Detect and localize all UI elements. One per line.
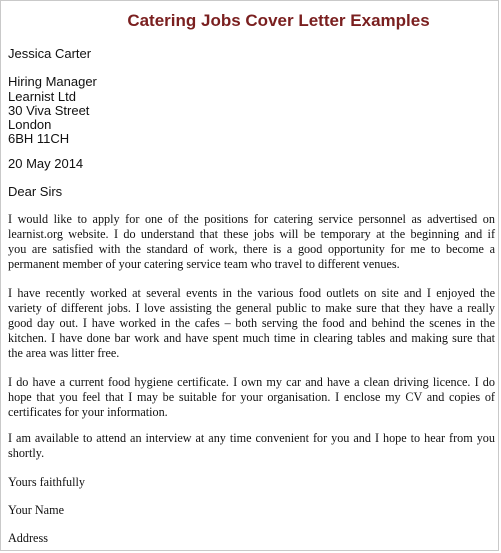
paragraph-line: good day out. I have worked in the cafes – both serving the food and behind the scenes in the <box>8 316 495 330</box>
paragraph-3 <box>8 375 495 420</box>
paragraph-line: I am available to attend an interview at any time convenient for you and I hope to hear from you <box>8 431 495 445</box>
salutation: Dear Sirs <box>8 184 63 199</box>
recipient-line-2: Learnist Ltd <box>8 89 76 104</box>
paragraph-line: shortly. <box>8 446 45 460</box>
recipient-line-5: 6BH 11CH <box>8 131 70 146</box>
paragraph-line: I would like to apply for one of the positions for catering service personnel as advertised on <box>8 212 495 226</box>
paragraph-4 <box>8 431 495 461</box>
signature-name: Your Name <box>8 503 64 517</box>
paragraph-line: you are satisfied with the standard of work, there is a good opportunity for me to become a <box>8 242 495 256</box>
paragraph-line: the area was litter free. <box>8 346 120 360</box>
letter-date: 20 May 2014 <box>8 156 84 171</box>
paragraph-line: I do have a current food hygiene certificate. I own my car and have a clean driving licence. I do <box>8 375 495 389</box>
page-title: Catering Jobs Cover Letter Examples <box>127 11 430 30</box>
paragraph-line: variety of different jobs. I love assisting the general public to make sure that they have a really <box>8 301 495 315</box>
sender-name: Jessica Carter <box>8 46 92 61</box>
recipient-line-4: London <box>8 117 52 132</box>
paragraph-1 <box>8 212 495 272</box>
recipient-line-3: 30 Viva Street <box>8 103 90 118</box>
paragraph-line: kitchen. I have done bar work and have spent much time in clearing tables and making sure that <box>8 331 495 345</box>
paragraph-line: hope that you feel that I may be suitable for your organisation. I enclose my CV and copies of <box>8 390 495 404</box>
paragraph-line: permanent member of your catering service team who travel to different venues. <box>8 257 400 271</box>
paragraph-line: I have recently worked at several events in the various food outlets on site and I enjoyed the <box>8 286 495 300</box>
paragraph-line: learnist.org website. I do understand that these jobs will be temporary at the beginning and if <box>8 227 495 241</box>
signature-address: Address <box>8 531 48 545</box>
closing: Yours faithfully <box>8 475 85 489</box>
recipient-line-1: Hiring Manager <box>8 74 97 89</box>
paragraph-line: certificates for your information. <box>8 405 168 419</box>
paragraph-2 <box>8 286 495 361</box>
